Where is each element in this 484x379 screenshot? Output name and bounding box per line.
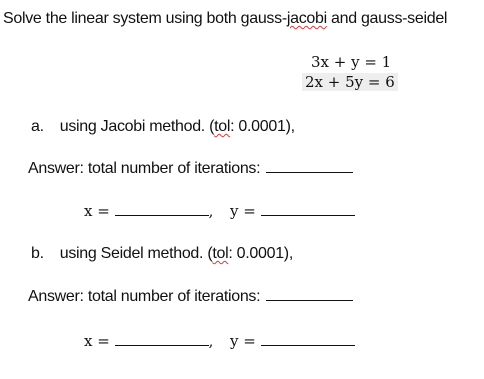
part-a-y-blank[interactable] <box>261 214 355 216</box>
part-a-y-label: y = <box>230 202 256 220</box>
part-b-y-label: y = <box>230 332 256 350</box>
part-a-iterations-blank[interactable] <box>266 171 353 173</box>
part-b-x-blank[interactable] <box>115 344 209 346</box>
part-a-header <box>31 118 295 136</box>
part-a-x-blank[interactable] <box>115 214 209 216</box>
part-a-comma: , <box>208 202 214 220</box>
part-b-y-row <box>230 332 355 350</box>
part-a-x-row <box>84 202 213 220</box>
part-a-label: a. <box>31 118 44 135</box>
title-text-end: and gauss-seidel <box>326 10 448 27</box>
problem-title <box>3 10 447 28</box>
part-a-tol-value: : 0.0001), <box>230 118 295 135</box>
part-a-x-label: x = <box>84 202 110 220</box>
title-text-start: Solve the linear system using both gauss- <box>3 10 287 27</box>
part-b-tol: tol <box>212 245 229 262</box>
part-b-y-blank[interactable] <box>261 344 355 346</box>
part-b-answer-line <box>28 288 353 306</box>
part-b-label: b. <box>31 245 44 262</box>
equation-2: 2x + 5y = 6 <box>302 73 398 91</box>
part-a-y-row <box>230 202 355 220</box>
part-b-header <box>31 245 293 263</box>
part-b-text: using Seidel method. ( <box>59 245 213 262</box>
part-a-answer-line <box>28 160 353 178</box>
part-a-text: using Jacobi method. ( <box>59 118 215 135</box>
equation-1: 3x + y = 1 <box>311 53 392 71</box>
part-b-x-row <box>84 332 213 350</box>
part-a-answer-label: Answer: total number of iterations: <box>28 160 261 177</box>
part-b-iterations-blank[interactable] <box>266 299 353 301</box>
part-a-tol: tol <box>214 118 231 135</box>
part-b-answer-label: Answer: total number of iterations: <box>28 288 261 305</box>
part-b-x-label: x = <box>84 332 110 350</box>
part-b-comma: , <box>208 332 214 350</box>
part-b-tol-value: : 0.0001), <box>228 245 293 262</box>
title-jacobi-word: jacobi <box>286 10 327 27</box>
